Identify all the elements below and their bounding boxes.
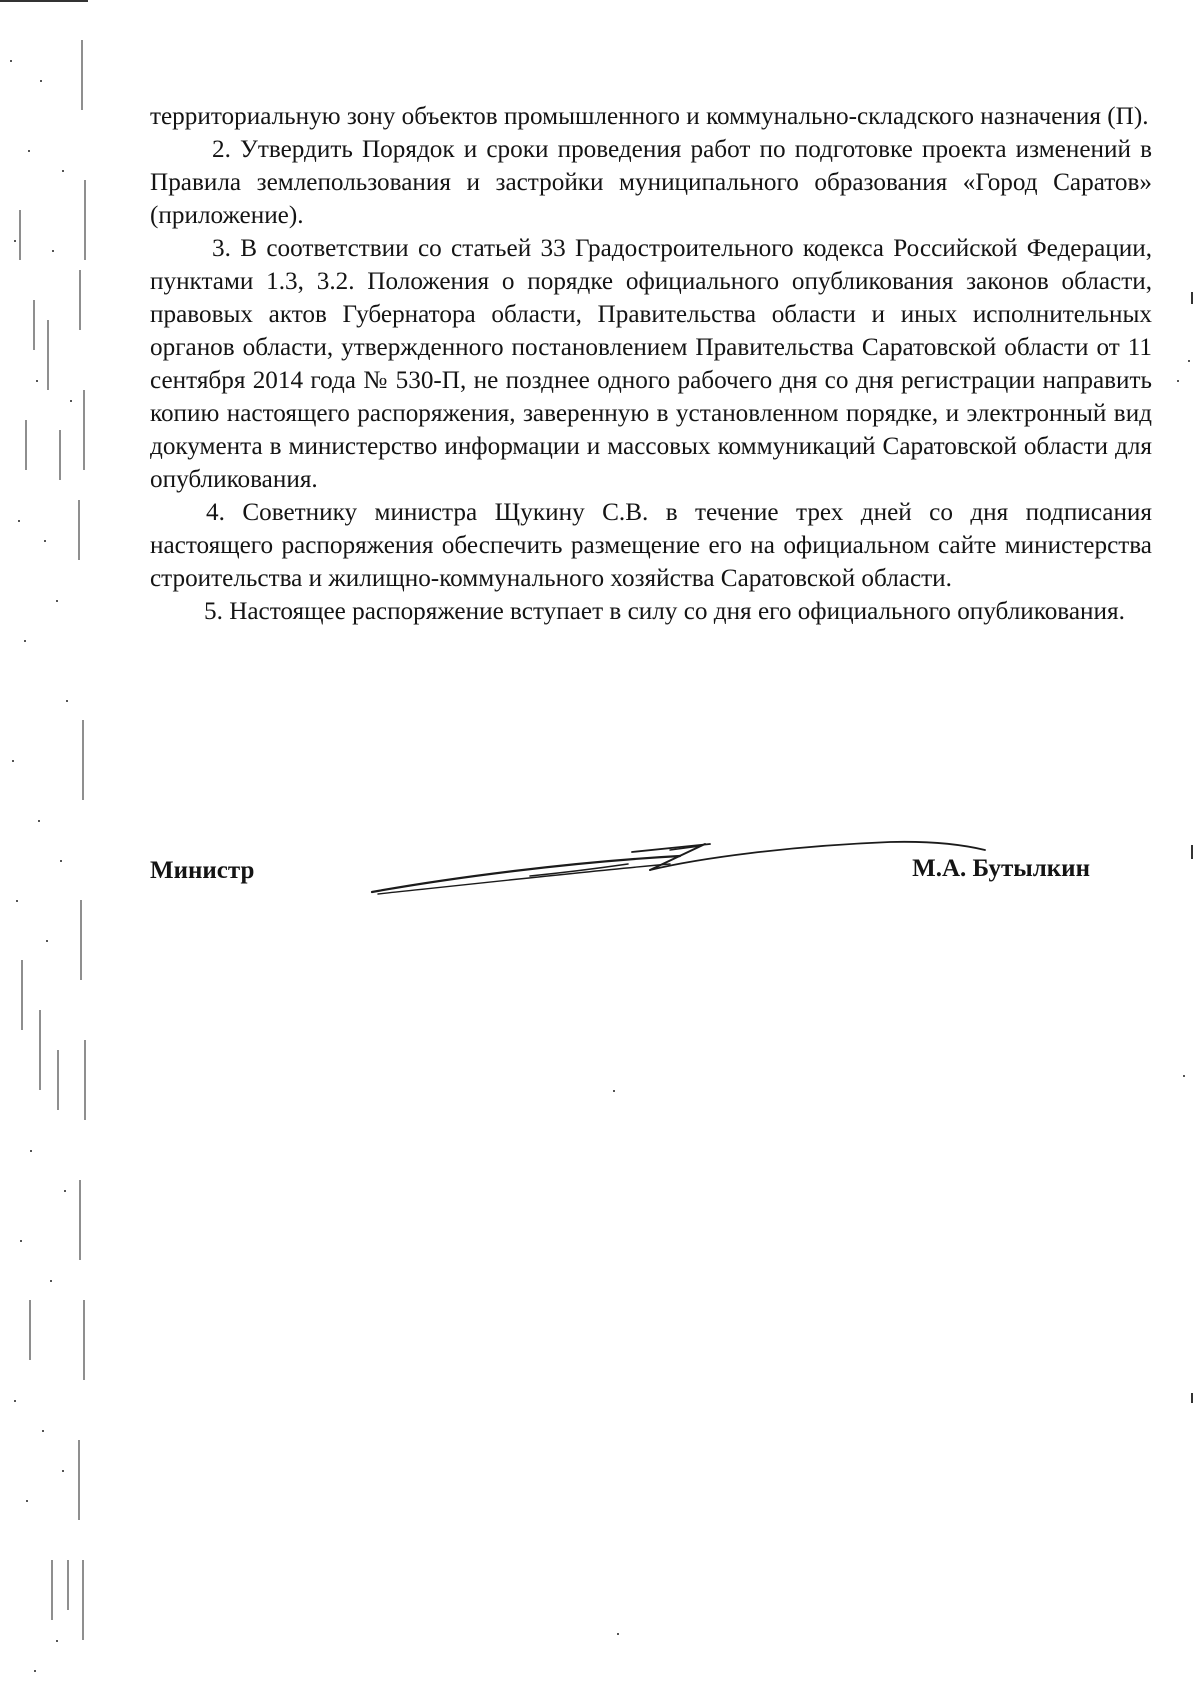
paragraph-4: 4. Советнику министра Щукину С.В. в течение трех дней со дня подписания настоящего распоряжения обеспечить размещение его на официальном сайте министерства строительства и жилищно-коммунального хозяйства Саратовской области. — [150, 499, 1152, 592]
scan-speck — [1188, 360, 1190, 362]
scan-speck — [617, 1633, 619, 1635]
paragraph-1-continuation: территориальную зону объектов промышленного и коммунально-складского назначения (П). — [150, 103, 1149, 130]
document-body — [150, 100, 1152, 628]
signer-title: Министр — [150, 857, 255, 884]
scan-speck — [613, 1090, 615, 1092]
paragraph-2: 2. Утвердить Порядок и сроки проведения работ по подготовке проекта изменений в Правила землепользования и застройки муниципального образования «Город Саратов» (приложение). — [150, 136, 1152, 229]
paragraph-5: 5. Настоящее распоряжение вступает в силу со дня его официального опубликования. — [204, 598, 1125, 625]
scan-speck — [1177, 380, 1179, 382]
scan-speck — [1183, 1075, 1185, 1077]
handwritten-signature — [370, 830, 990, 905]
paragraph-3: 3. В соответствии со статьей 33 Градостроительного кодекса Российской Федерации, пунктами 1.3, 3.2. Положения о порядке официального опубликования законов области, правовых актов Губернатора области, Правительства области и иных исполнительных органов области, утвержденного постановлением Правительства Саратовской области от 11 сентября 2014 года № 530-П, не позднее одного рабочего дня со дня регистрации направить копию настоящего распоряжения, заверенную в установленном порядке, и электронный вид документа в министерство информации и массовых коммуникаций Саратовской области для опубликования. — [150, 235, 1152, 493]
signature-block — [150, 830, 1090, 910]
scan-edge-mark — [1191, 845, 1193, 859]
signer-name: М.А. Бутылкин — [912, 855, 1090, 882]
scan-edge-mark — [1191, 1393, 1193, 1403]
scan-edge-mark — [1191, 292, 1193, 304]
scan-edge-noise — [0, 0, 95, 1700]
